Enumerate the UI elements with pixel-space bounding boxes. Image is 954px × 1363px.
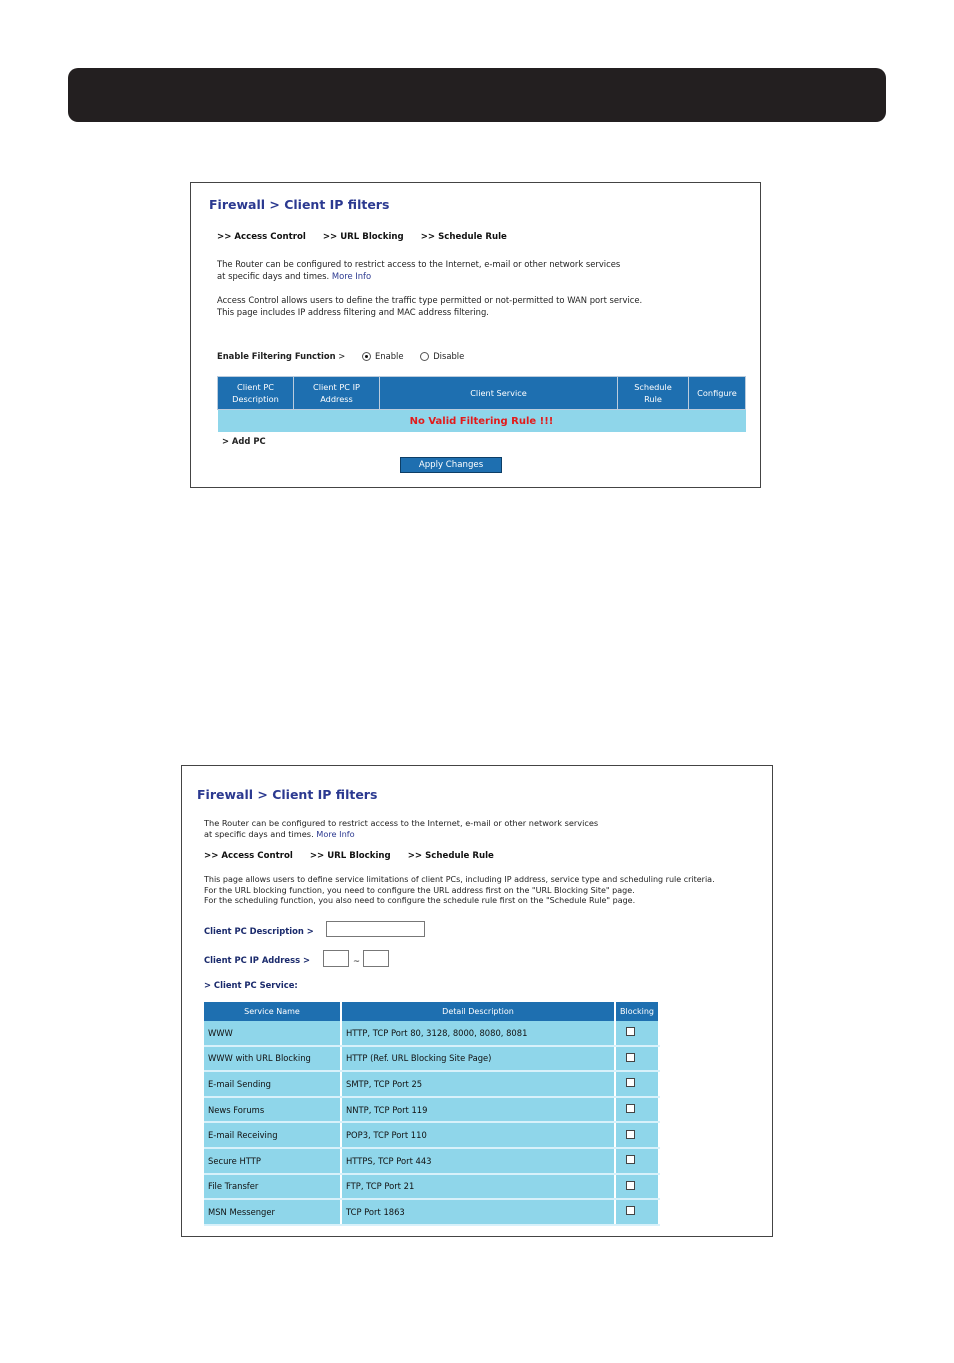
more-info-link[interactable]: More Info bbox=[316, 828, 355, 839]
nav-url-blocking[interactable]: >> URL Blocking bbox=[309, 851, 391, 861]
no-rule-message: No Valid Filtering Rule !!! bbox=[218, 410, 746, 433]
service-name-cell: WWW with URL Blocking bbox=[204, 1046, 341, 1072]
service-detail-cell: HTTP (Ref. URL Blocking Site Page) bbox=[341, 1046, 615, 1072]
service-detail-cell: POP3, TCP Port 110 bbox=[341, 1122, 615, 1148]
enable-filtering-row: Enable Filtering Function > Enable Disable bbox=[217, 351, 465, 361]
service-name-cell: News Forums bbox=[204, 1097, 341, 1123]
nav-schedule-rule[interactable]: >> Schedule Rule bbox=[420, 232, 507, 242]
service-name-cell: WWW bbox=[204, 1021, 341, 1046]
col-schedule-rule: Schedule Rule bbox=[618, 377, 689, 410]
ip-range-separator: ~ bbox=[353, 956, 361, 966]
service-detail-cell: TCP Port 1863 bbox=[341, 1199, 615, 1225]
description-text: Access Control allows users to define the traffic type permitted or not-permitted to WAN port service. This page includes IP address filtering and MAC address filtering. bbox=[217, 295, 643, 317]
blocking-checkbox[interactable] bbox=[626, 1130, 635, 1139]
col-client-pc-description: Client PC Description bbox=[218, 377, 294, 410]
blocking-cell bbox=[615, 1097, 659, 1123]
enable-radio[interactable] bbox=[362, 352, 371, 361]
service-detail-cell: HTTP, TCP Port 80, 3128, 8000, 8080, 8081 bbox=[341, 1021, 615, 1046]
intro-text: The Router can be configured to restrict access to the Internet, e-mail or other network services at specific days and times. More Info bbox=[204, 818, 599, 839]
ip-range-start-input[interactable] bbox=[323, 950, 349, 967]
description-text: This page allows users to define service limitations of client PCs, including IP address, service type and scheduling rule criteria. For the URL blocking function, you need to configure the URL address first on the "URL Blocking Site" page. For the scheduling function, you also need to configure the schedule rule first on the "Schedule Rule" page. bbox=[204, 875, 715, 905]
table-row bbox=[204, 1021, 659, 1046]
client-pc-service-label: > Client PC Service: bbox=[204, 980, 298, 990]
service-name-cell: File Transfer bbox=[204, 1174, 341, 1200]
table-row bbox=[204, 1071, 659, 1097]
blocking-cell bbox=[615, 1122, 659, 1148]
nav-access-control[interactable]: >> Access Control bbox=[204, 851, 293, 861]
nav-access-control[interactable]: >> Access Control bbox=[217, 232, 306, 242]
service-detail-cell: HTTPS, TCP Port 443 bbox=[341, 1148, 615, 1174]
client-ip-filters-list-panel bbox=[190, 182, 761, 488]
table-header-row bbox=[218, 377, 746, 410]
blocking-checkbox[interactable] bbox=[626, 1104, 635, 1113]
blocking-cell bbox=[615, 1046, 659, 1072]
table-row bbox=[204, 1199, 659, 1225]
blocking-cell bbox=[615, 1148, 659, 1174]
blocking-checkbox[interactable] bbox=[626, 1181, 635, 1190]
service-detail-cell: SMTP, TCP Port 25 bbox=[341, 1071, 615, 1097]
col-blocking: Blocking bbox=[615, 1002, 659, 1021]
nav-url-blocking[interactable]: >> URL Blocking bbox=[322, 232, 404, 242]
disable-radio-option[interactable]: Disable bbox=[420, 351, 464, 361]
blocking-cell bbox=[615, 1071, 659, 1097]
more-info-link[interactable]: More Info bbox=[331, 271, 372, 281]
service-table-header bbox=[204, 1002, 659, 1021]
blocking-checkbox[interactable] bbox=[626, 1078, 635, 1087]
table-row bbox=[204, 1046, 659, 1072]
service-detail-cell: FTP, TCP Port 21 bbox=[341, 1174, 615, 1200]
col-configure: Configure bbox=[689, 377, 746, 410]
service-name-cell: Secure HTTP bbox=[204, 1148, 341, 1174]
client-pc-description-input[interactable] bbox=[326, 921, 425, 937]
apply-changes-button[interactable]: Apply Changes bbox=[400, 457, 502, 473]
client-pc-description-label: Client PC Description > bbox=[204, 926, 314, 936]
table-row bbox=[204, 1148, 659, 1174]
service-name-cell: E-mail Receiving bbox=[204, 1122, 341, 1148]
filter-rules-table bbox=[217, 376, 746, 432]
disable-radio[interactable] bbox=[420, 352, 429, 361]
nav-schedule-rule[interactable]: >> Schedule Rule bbox=[407, 851, 494, 861]
col-client-pc-ip-address: Client PC IP Address bbox=[294, 377, 380, 410]
enable-filtering-label: Enable Filtering Function bbox=[217, 351, 336, 361]
firewall-nav bbox=[204, 851, 508, 861]
intro-text: The Router can be configured to restrict access to the Internet, e-mail or other network services at specific days and times. More Info bbox=[217, 259, 621, 281]
firewall-nav bbox=[217, 232, 521, 242]
blocking-cell bbox=[615, 1199, 659, 1225]
blocking-cell bbox=[615, 1021, 659, 1046]
enable-radio-option[interactable]: Enable bbox=[362, 351, 404, 361]
col-service-name: Service Name bbox=[204, 1002, 341, 1021]
table-row bbox=[204, 1097, 659, 1123]
add-pc-link[interactable]: > Add PC bbox=[222, 436, 266, 446]
col-detail-description: Detail Description bbox=[341, 1002, 615, 1021]
client-ip-filter-add-panel bbox=[181, 765, 773, 1237]
empty-rule-row bbox=[218, 410, 746, 433]
ip-range-end-input[interactable] bbox=[363, 950, 389, 967]
section-header-bar bbox=[68, 68, 886, 122]
blocking-checkbox[interactable] bbox=[626, 1155, 635, 1164]
table-row bbox=[204, 1122, 659, 1148]
client-pc-ip-label: Client PC IP Address > bbox=[204, 955, 311, 965]
blocking-checkbox[interactable] bbox=[626, 1206, 635, 1215]
page-title: Firewall > Client IP filters bbox=[197, 787, 378, 802]
service-name-cell: E-mail Sending bbox=[204, 1071, 341, 1097]
col-client-service: Client Service bbox=[380, 377, 618, 410]
service-detail-cell: NNTP, TCP Port 119 bbox=[341, 1097, 615, 1123]
page-title: Firewall > Client IP filters bbox=[209, 197, 390, 212]
blocking-cell bbox=[615, 1174, 659, 1200]
blocking-checkbox[interactable] bbox=[626, 1053, 635, 1062]
service-name-cell: MSN Messenger bbox=[204, 1199, 341, 1225]
table-row bbox=[204, 1174, 659, 1200]
client-service-table bbox=[204, 1002, 660, 1226]
blocking-checkbox[interactable] bbox=[626, 1027, 635, 1036]
